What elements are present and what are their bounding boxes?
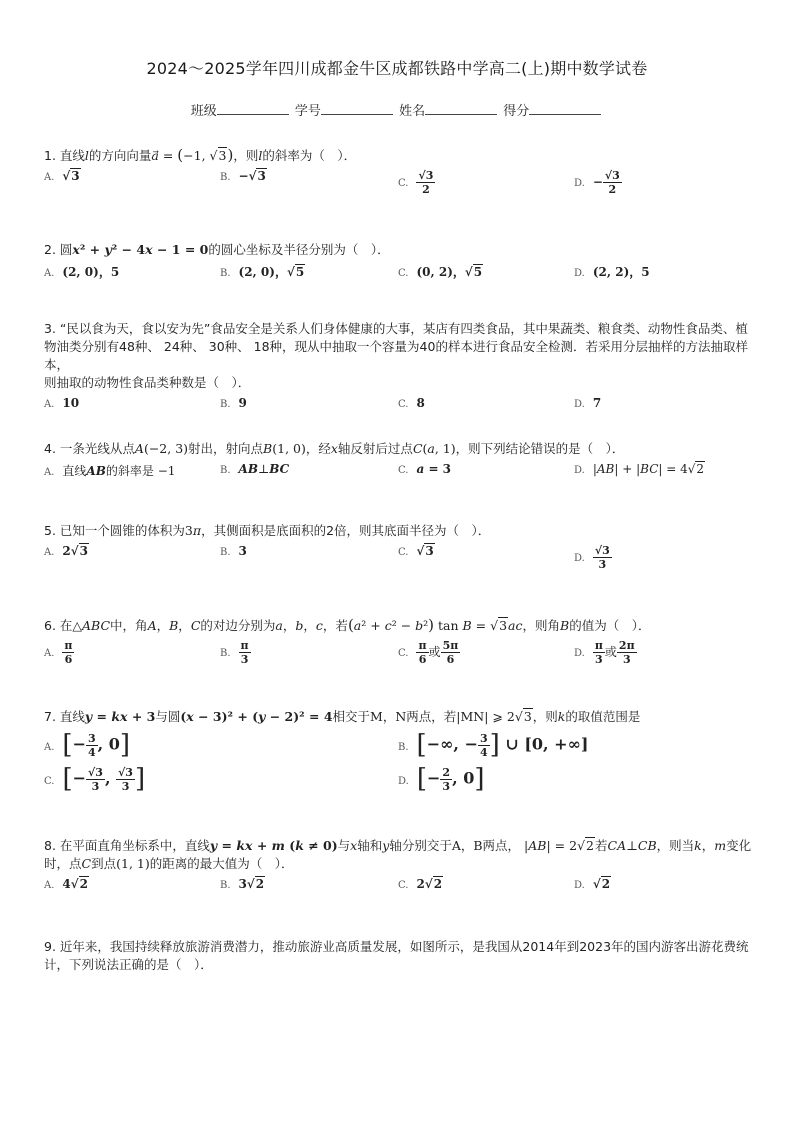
question-stem: 5. 已知一个圆锥的体积为3π，其侧面积是底面积的2倍，则其底面半径为（ ）． bbox=[44, 523, 491, 538]
question-stem: 1. 直线l的方向向量a⃗ = (−1, √3)，则l的斜率为（ ）． bbox=[44, 146, 357, 164]
options-row bbox=[44, 396, 756, 422]
score-field[interactable] bbox=[529, 102, 601, 115]
option-b[interactable]: B. 3 bbox=[220, 544, 247, 558]
options-row bbox=[44, 877, 756, 903]
student-info-row bbox=[0, 100, 794, 119]
page-title: 2024～2025学年四川成都金牛区成都铁路中学高二(上)期中数学试卷 bbox=[146, 59, 648, 78]
option-d[interactable]: D. |AB| + |BC| = 4√2 bbox=[574, 462, 705, 476]
question-5 bbox=[44, 522, 756, 580]
option-b[interactable]: B. $\frac{\pi}{3}$ bbox=[220, 639, 249, 666]
option-d[interactable]: D. 7 bbox=[574, 396, 602, 410]
option-a[interactable]: A. 2√3 bbox=[44, 544, 89, 558]
option-d[interactable]: D. $\frac{\pi}{3}$ 或 $\frac{2\pi}{3}$ bbox=[574, 639, 635, 666]
option-d[interactable]: D. √2 bbox=[574, 877, 611, 891]
option-d[interactable]: D. $\frac{√3}{3}$ bbox=[574, 544, 610, 571]
option-a[interactable]: A. 直线AB的斜率是 −1 bbox=[44, 464, 176, 478]
option-d[interactable]: D. (2, 2)，5 bbox=[574, 265, 650, 279]
options-row bbox=[44, 639, 756, 675]
option-b[interactable]: B. −√3 bbox=[220, 169, 266, 183]
name-field[interactable] bbox=[425, 102, 497, 115]
question-stem: 3. “民以食为天，食以安为先”食品安全是关系人们身体健康的大事，某店有四类食品，其中果蔬类、粮食类、动物性食品类、植 物油类分别有48种、 24种、 30种、 18种，现从中抽取一个容量为40的样本进行食品安全检测．若采用分层抽样的方法抽取样本， 则抽取的动物性食品类种数是（ ）． bbox=[44, 321, 748, 390]
option-b[interactable]: B. 3√2 bbox=[220, 877, 265, 891]
question-6 bbox=[44, 616, 756, 675]
options-row bbox=[44, 462, 756, 488]
question-stem: 6. 在△ABC中，角A，B，C的对边分别为a，b，c，若(a² + c² − b²) tan B = √3ac，则角B的值为（ ）． bbox=[44, 616, 651, 634]
option-b[interactable]: B. [−∞, − $\frac{3}{4}$ ] ∪ [0, +∞] bbox=[398, 730, 589, 760]
option-c[interactable]: C. a = 3 bbox=[398, 462, 452, 476]
class-field[interactable] bbox=[217, 102, 289, 115]
option-c[interactable]: C. $\frac{\pi}{6}$ 或 $\frac{5\pi}{6}$ bbox=[398, 639, 459, 666]
name-label: 姓名 bbox=[399, 104, 426, 119]
question-3 bbox=[44, 320, 756, 422]
question-stem: 7. 直线y = kx + 3与圆(x − 3)² + (y − 2)² = 4相交于M，N两点，若|MN| ⩾ 2√3，则k的取值范围是 bbox=[44, 709, 641, 724]
option-b[interactable]: B. AB⊥BC bbox=[220, 462, 290, 476]
option-a[interactable]: A. 4√2 bbox=[44, 877, 89, 891]
option-c[interactable]: C. √3 bbox=[398, 544, 434, 558]
options-row bbox=[44, 169, 756, 205]
question-stem: 8. 在平面直角坐标系中，直线y = kx + m (k ≠ 0)与x轴和y轴分别交于A，B两点， |AB| = 2√2若CA⊥CB，则当k，m变化 时，点C到点(1, 1)的距离的最大值为（ ）． bbox=[44, 838, 752, 871]
option-a[interactable]: A. $\frac{\pi}{6}$ bbox=[44, 639, 73, 666]
class-label: 班级 bbox=[190, 104, 217, 119]
question-7 bbox=[44, 708, 756, 798]
question-stem: 2. 圆x² + y² − 4x − 1 = 0的圆心坐标及半径分别为（ ）． bbox=[44, 242, 390, 257]
option-a[interactable]: A. [− $\frac{3}{4}$ , 0] bbox=[44, 730, 131, 760]
question-stem: 9. 近年来，我国持续释放旅游消费潜力，推动旅游业高质量发展，如图所示，是我国从2014年到2023年的国内游客出游花费统 计，下列说法正确的是（ ）． bbox=[44, 939, 749, 972]
option-c[interactable]: C. (0, 2)，√5 bbox=[398, 265, 483, 279]
option-c[interactable]: C. 8 bbox=[398, 396, 425, 410]
question-4 bbox=[44, 440, 756, 488]
number-field[interactable] bbox=[321, 102, 393, 115]
score-label: 得分 bbox=[503, 104, 530, 119]
option-b[interactable]: B. (2, 0)，√5 bbox=[220, 265, 305, 279]
options-row bbox=[44, 263, 756, 289]
number-label: 学号 bbox=[294, 104, 321, 119]
option-c[interactable]: C. $\frac{√3}{2}$ bbox=[398, 169, 434, 196]
option-b[interactable]: B. 9 bbox=[220, 396, 247, 410]
question-2 bbox=[44, 241, 756, 289]
option-c[interactable]: C. 2√2 bbox=[398, 877, 443, 891]
question-stem: 4. 一条光线从点A(−2, 3)射出，射向点B(1, 0)，经x轴反射后过点C(a, 1)，则下列结论错误的是（ ）． bbox=[44, 441, 625, 456]
option-a[interactable]: A. (2, 0)，5 bbox=[44, 265, 120, 279]
option-a[interactable]: A. 10 bbox=[44, 396, 80, 410]
question-1 bbox=[44, 146, 756, 205]
option-c[interactable]: C. [− $\frac{√3}{3}$ , $\frac{√3}{3}$ ] bbox=[44, 764, 146, 794]
question-8 bbox=[44, 837, 756, 903]
options-row bbox=[44, 764, 756, 798]
option-d[interactable]: D. [− $\frac{2}{3}$ , 0] bbox=[398, 764, 485, 794]
question-9 bbox=[44, 938, 756, 974]
option-a[interactable]: A. √3 bbox=[44, 169, 80, 183]
option-d[interactable]: D. − $\frac{√3}{2}$ bbox=[574, 169, 620, 196]
options-row bbox=[44, 544, 756, 580]
options-row bbox=[44, 730, 756, 764]
